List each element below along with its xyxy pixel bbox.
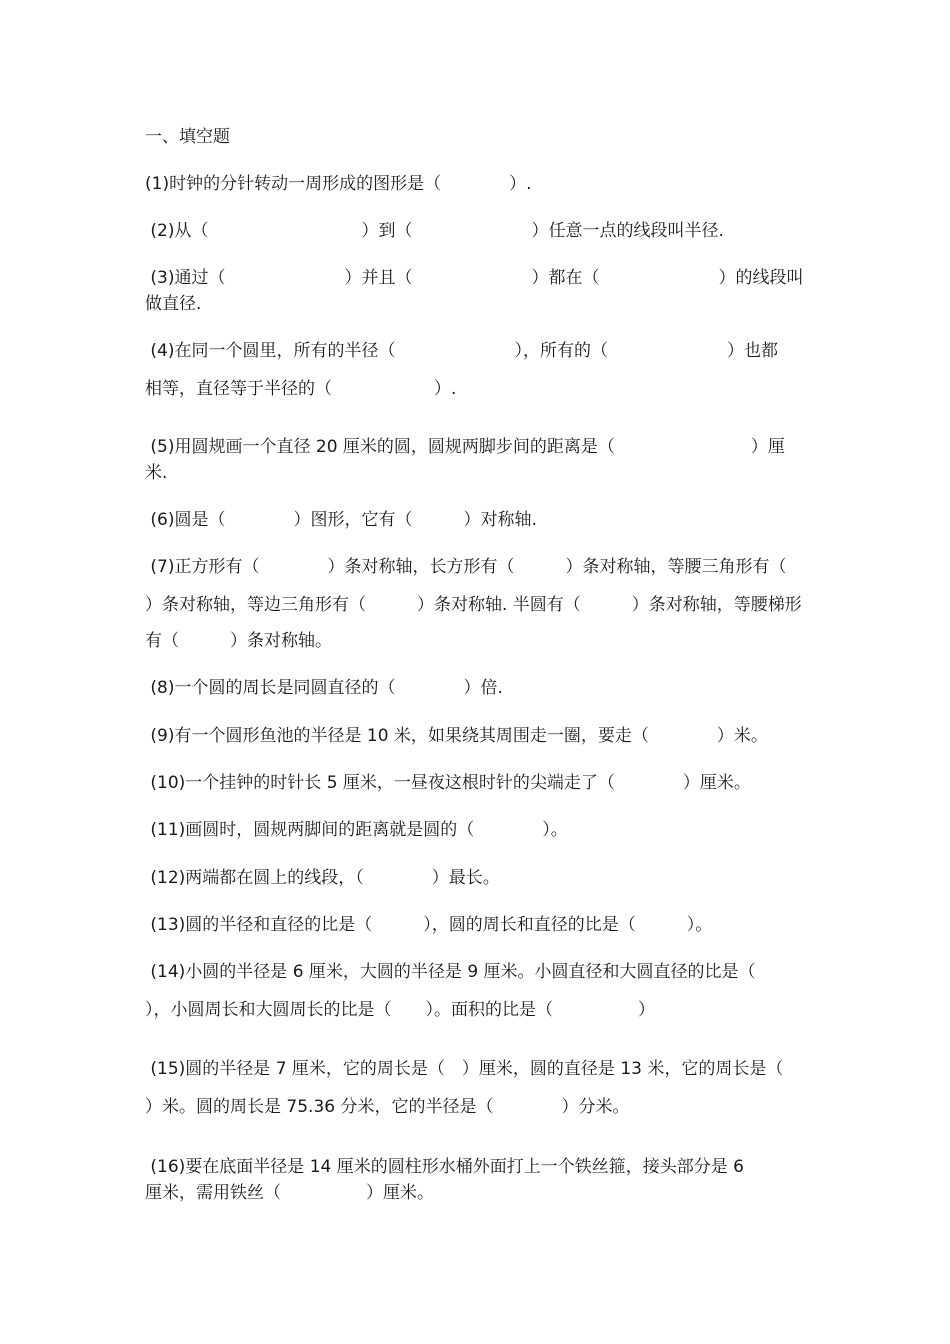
question-15-line-2: ）米。圆的周长是 75.36 分米，它的半径是（ ）分米。	[145, 1097, 630, 1117]
question-4-line-1: (4)在同一个圆里，所有的半径（ ），所有的（ ）也都	[145, 341, 778, 361]
question-10: (10)一个挂钟的时针长 5 厘米，一昼夜这根时针的尖端走了（ ）厘米。	[145, 773, 751, 793]
question-8: (8)一个圆的周长是同圆直径的（ ）倍.	[145, 678, 503, 698]
question-4-line-2: 相等，直径等于半径的（ ）.	[145, 379, 457, 399]
question-3-line-2: 做直径.	[145, 294, 202, 314]
question-3-line-1: (3)通过（ ）并且（ ）都在（ ）的线段叫	[145, 268, 804, 288]
question-5-line-1: (5)用圆规画一个直径 20 厘米的圆，圆规两脚步间的距离是（ ）厘	[145, 437, 785, 457]
question-13: (13)圆的半径和直径的比是（ ），圆的周长和直径的比是（ ）。	[145, 915, 713, 935]
question-15-line-1: (15)圆的半径是 7 厘米，它的周长是（ ）厘米，圆的直径是 13 米，它的周长是（	[145, 1059, 784, 1079]
question-14-line-1: (14)小圆的半径是 6 厘米，大圆的半径是 9 厘米。小圆直径和大圆直径的比是（	[145, 962, 756, 982]
section-title: 一、填空题	[145, 127, 230, 147]
question-1: (1)时钟的分针转动一周形成的图形是（ ）.	[145, 174, 532, 194]
question-7-line-1: (7)正方形有（ ）条对称轴，长方形有（ ）条对称轴，等腰三角形有（	[145, 557, 787, 577]
question-9: (9)有一个圆形鱼池的半径是 10 米，如果绕其周围走一圈，要走（ ）米。	[145, 726, 768, 746]
question-16-line-1: (16)要在底面半径是 14 厘米的圆柱形水桶外面打上一个铁丝箍，接头部分是 6	[145, 1157, 744, 1177]
question-14-line-2: ），小圆周长和大圆周长的比是（ ）。面积的比是（ ）	[145, 1000, 655, 1020]
question-7-line-2: ）条对称轴，等边三角形有（ ）条对称轴. 半圆有（ ）条对称轴，等腰梯形	[145, 595, 802, 615]
question-7-line-3: 有（ ）条对称轴。	[145, 631, 332, 651]
question-2: (2)从（ ）到（ ）任意一点的线段叫半径.	[145, 221, 724, 241]
question-11: (11)画圆时，圆规两脚间的距离就是圆的（ ）。	[145, 820, 568, 840]
question-16-line-2: 厘米，需用铁丝（ ）厘米。	[145, 1183, 434, 1203]
question-12: (12)两端都在圆上的线段，（ ）最长。	[145, 868, 500, 888]
question-5-line-2: 米.	[145, 463, 168, 483]
question-6: (6)圆是（ ）图形，它有（ ）对称轴.	[145, 510, 537, 530]
